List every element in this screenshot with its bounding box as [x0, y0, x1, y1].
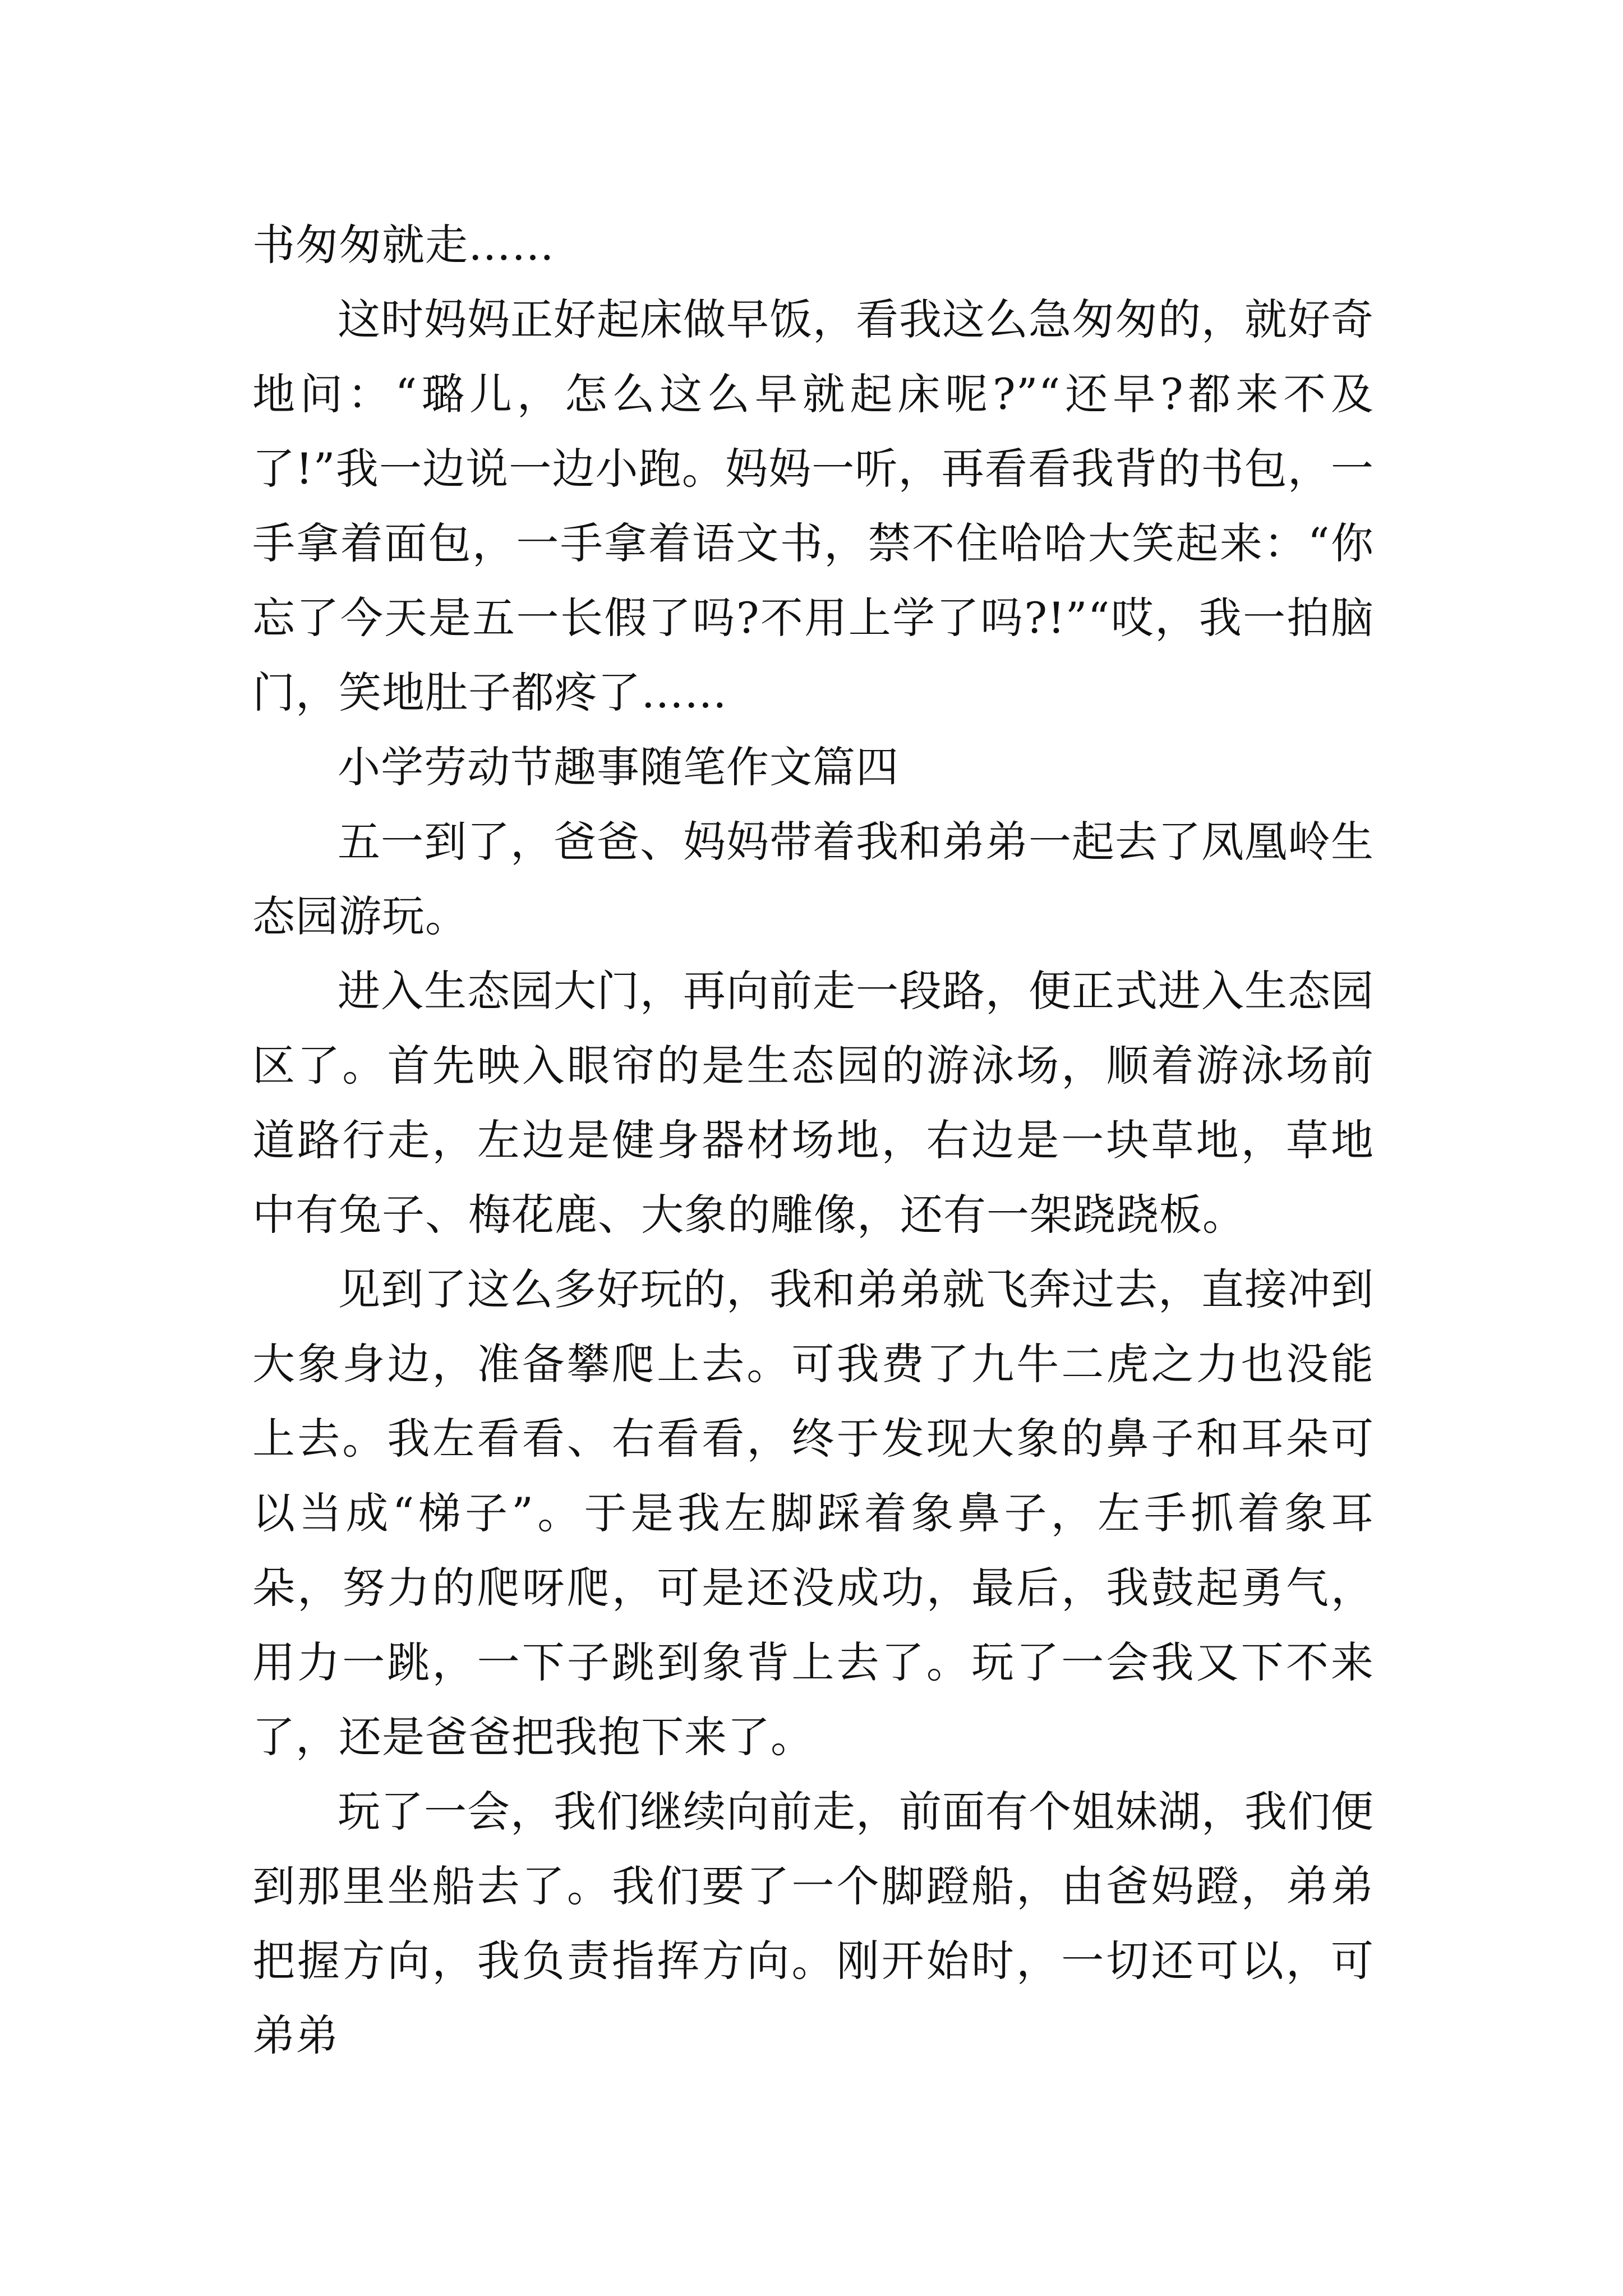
paragraph: 五一到了，爸爸、妈妈带着我和弟弟一起去了凤凰岭生态园游玩。 [252, 817, 1374, 941]
paragraph: 见到了这么多好玩的，我和弟弟就飞奔过去，直接冲到大象身边，准备攀爬上去。可我费了九牛二虎之力也没能上去。我左看看、右看看，终于发现大象的鼻子和耳朵可以当成“梯子”。于是我左脚踩着象鼻子，左手抓着象耳朵，努力的爬呀爬，可是还没成功，最后，我鼓起勇气，用力一跳，一下子跳到象背上去了。玩了一会我又下不来了，还是爸爸把我抱下来了。 [252, 1264, 1374, 1762]
document-body [252, 208, 1374, 2073]
section-heading: 小学劳动节趣事随笔作文篇四 [338, 742, 899, 792]
paragraph: 玩了一会，我们继续向前走，前面有个姐妹湖，我们便到那里坐船去了。我们要了一个脚蹬船，由爸妈蹬，弟弟把握方向，我负责指挥方向。刚开始时，一切还可以，可弟弟 [252, 1787, 1374, 2060]
paragraph-continuation: 书匆匆就走…… [252, 220, 555, 270]
paragraph: 这时妈妈正好起床做早饭，看我这么急匆匆的，就好奇地问：“璐儿，怎么这么早就起床呢?”“还早?都来不及了!”我一边说一边小跑。妈妈一听，再看看我背的书包，一手拿着面包，一手拿着语文书，禁不住哈哈大笑起来：“你忘了今天是五一长假了吗?不用上学了吗?!”“哎，我一拍脑门，笑地肚子都疼了…… [252, 295, 1374, 717]
paragraph: 进入生态园大门，再向前走一段路，便正式进入生态园区了。首先映入眼帘的是生态园的游泳场，顺着游泳场前道路行走，左边是健身器材场地，右边是一块草地，草地中有兔子、梅花鹿、大象的雕像，还有一架跷跷板。 [252, 966, 1374, 1240]
